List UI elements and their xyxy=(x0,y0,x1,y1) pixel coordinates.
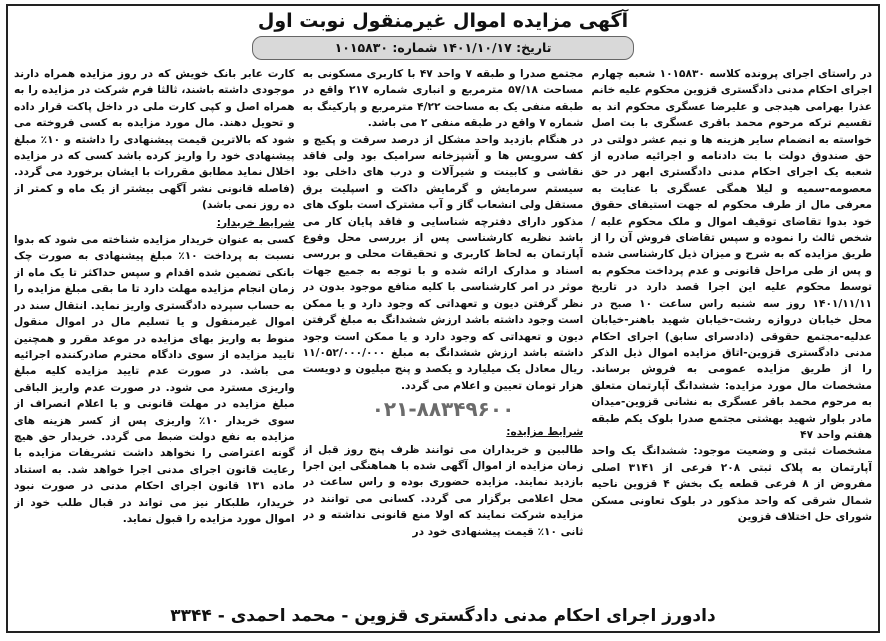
auction-terms-heading: شرایط مزایده: xyxy=(506,426,584,439)
notice-title: آگهی مزایده اموال غیرمنقول نوبت اول xyxy=(257,10,629,32)
buyer-terms-heading: شرایط خریدار: xyxy=(216,216,295,229)
auction-notice xyxy=(6,4,880,633)
column-left xyxy=(14,66,295,602)
auction-terms-continued: کارت عابر بانک خویش که در روز مزایده همراه دارند موجودی داشته باشند، ثالثا فرم شرکت در مزایده را به همراه اصل و کپی کارت ملی در داخل پاکت قرار داده و تحویل دهند. مال مورد مزایده به کسی فروخته می شود که بالاترین قیمت پیشنهادی را داشته و ۱۰٪ مبلغ پیشنهادی خود را واریز کرده باشد کسی که در مزایده اخلال نماید مطابق مقررات با ایشان برخورد می گردد. (فاصله قانونی نشر آگهی بیشتر از یک ماه و کمتر از ده روز نمی باشد) xyxy=(13,68,295,212)
buyer-terms-text: کسی به عنوان خریدار مزایده شناخته می شود که بدوا نسبت به پرداخت ۱۰٪ مبلغ پیشنهادی به صورت چک بانکی تضمین شده اقدام و سپس حداکثر تا یک ماه از زمان انجام مزایده مهلت دارد تا ما بقی مبلغ مزایده را به حساب سپرده دادگستری واریز نماید. انتقال سند در اموال غیرمنقول و یا تسلیم مال در اموال منقول منوط به واریز بهای مزایده در موعد مقرر و همچنین تایید مزایده از سوی دادگاه محترم صادرکننده اجرائیه می باشد. در صورت عدم تایید مزایده کلیه مبلغ واریزی مسترد می شود. در صورت عدم واریز الباقی مبلغ مزایده در مهلت قانونی و یا اعلام انصراف از سوی خریدار ۱۰٪ واریزی پس از کسر هزینه های مزایده به نفع دولت ضبط می گردد. خریدار حق هیچ گونه اعتراضی را نخواهد داشت تشریفات مزایده با رعایت قانون اجرای مدنی اجرا خواهد شد. به استناد ماده ۱۳۱ قانون اجرای احکام مدنی در صورت نبود خریدار، طلبکار نیز می تواند در قبال طلب خود از اموال مورد مزایده را قبول نماید. xyxy=(13,234,295,525)
notice-signature: دادورز اجرای احکام مدنی دادگستری قزوین - محمد احمدی - ۳۳۴۴ xyxy=(170,606,716,626)
property-description: مجتمع صدرا و طبقه ۷ واحد ۴۷ با کاربری مسکونی به مساحت ۵۷/۱۸ مترمربع و انباری شماره ۲۱۷ واقع در طبقه منفی یک به مساحت ۴/۲۲ مترمربع و پارکینگ به شماره ۷ واقع در طبقه منفی ۲ می باشد. xyxy=(302,68,584,130)
column-right xyxy=(591,66,872,602)
registration-details: مشخصات ثبتی و وضعیت موجود: ششدانگ یک واحد آپارتمان به پلاک ثبتی ۲۰۸ فرعی از ۳۱۴۱ اصلی مفروض از ۸ فرعی قطعه یک بخش ۴ قزوین ناحیه شمال شرقی که واحد مذکور در بلوک تعاونی مسکن شورای حل اختلاف قزوین xyxy=(591,445,872,523)
notice-body xyxy=(14,66,872,602)
phone-number: ۰۲۱-۸۸۳۴۹۶۰۰ xyxy=(371,397,515,422)
notice-date-number: تاریخ: ۱۴۰۱/۱۰/۱۷ شماره: ۱۰۱۵۸۳۰ xyxy=(252,36,634,60)
inspection-valuation: در هنگام بازدید واحد مشکل از درصد سرقت و پکیج و کف سرویس ها و آشپزخانه سرامیک بود ولی فاقد نقاشی و کابینت و شیرآلات و درب های داخلی بود سیستم سرمایش و گرمایش داکت و اسپلیت برق مستقل ولی انشعاب گاز و آب مشترک است بلوک های مذکور دارای دفترچه شناسایی و فاقد پایان کار می باشد نظریه کارشناسی پس از بررسی محل وقوع آپارتمان به لحاظ کاربری و تحقیقات محلی و بررسی اسناد و مدارک ارائه شده و با توجه به جمیع جهات موثر در امر کارشناسی با کلیه منافع موجود بدون در نظر گرفتن دیون و تعهداتی که وجود دارد و یا ممکن است وجود داشته باشد ارزش ششدانگ به مبلغ گرفتن دیون و تعهداتی که وجود دارد و یا ممکن است وجود داشته باشد ارزش ششدانگ به مبلغ ۱۱/۰۵۲/۰۰۰/۰۰۰ ریال معادل یک میلیارد و یکصد و پنج میلیون و دویست هزار تومان تعیین و اعلام می گردد. xyxy=(302,133,584,392)
column-middle xyxy=(303,66,584,602)
auction-terms-text: طالبین و خریداران می توانند ظرف پنج روز قبل از زمان مزایده از اموال آگهی شده با هماهنگی این اجرا بازدید نمایند. مزایده حضوری بوده و راس ساعت در محل اعلامی برگزار می گردد. کسانی می توانند در مزایده شرکت نمایند که اولا منع قانونی نداشته و در ثانی ۱۰٪ قیمت پیشنهادی خود در xyxy=(302,443,584,538)
case-description: در راستای اجرای پرونده کلاسه ۱۰۱۵۸۳۰ شعبه چهارم اجرای احکام مدنی دادگستری قزوین محکوم علیه خانم عذرا بهرامی هیدجی و علیرضا عسگری محکوم اند به تقسیم ترکه مرحوم محمد باقری عسگری با بت اصل خواسته به انضمام سایر هزینه ها و نیم عشر دولتی در حق صندوق دولت با بت دادنامه و اجرائیه صادره از شعبه یک اجرای احکام مدنی دادگستری ابهر در حق معصومه-سمیه و لیلا همگی عسگری با عنایت به معرفی مال از طرف محکوم له جهت استیفای حقوق خود بدوا تقاضای توقیف اموال و ملک محکوم علیه / شخص ثالث را نموده و سپس تقاضای فروش آن را از طریق مزایده که به شرح و میزان ذیل کارشناسی شده و پس از طی مراحل قانونی و عدم پرداخت محکوم به توسط محکوم علیه این اجرا قصد دارد در تاریخ ۱۴۰۱/۱۱/۱۱ روز سه شنبه راس ساعت ۱۰ صبح در محل خیابان دروازه رشت-خیابان شهید باهنر-خیابان عدلیه-مجتمع حقوقی (دادسرای سابق) اجرای احکام مدنی دادگستری قزوین-اتاق مزایده اموال ذیل الذکر را از طریق مزایده عمومی به فروش برساند. مشخصات مال مورد مزایده: ششدانگ آپارتمان متعلق به مرحوم محمد باقر عسگری به نشانی قزوین-میدان مادر بلوار شهید بهشتی مجتمع صدرا بلوک یکم طبقه هفتم واحد ۴۷ xyxy=(591,68,872,441)
